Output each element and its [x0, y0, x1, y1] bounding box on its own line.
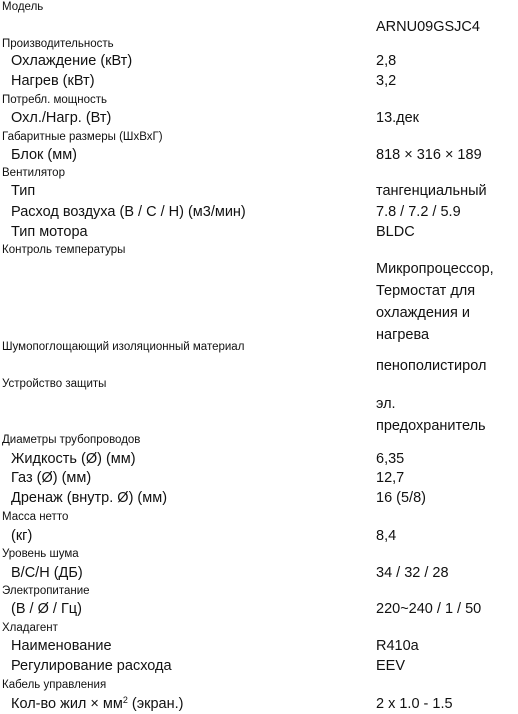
airflow-label: Расход воздуха (В / С / Н) (м3/мин) [11, 204, 246, 220]
cooling-label: Охлаждение (кВт) [11, 53, 133, 69]
section-header-net-weight: Масса нетто [2, 511, 69, 523]
section-header-control-cable: Кабель управления [2, 679, 107, 691]
control-cable-label [11, 696, 183, 713]
drain-pipe-value: 16 (5/8) [376, 490, 426, 506]
temperature-control-line: Микропроцессор, [376, 261, 494, 277]
temperature-control-line: охлаждения и [376, 305, 470, 321]
gas-pipe-value: 12,7 [376, 470, 405, 486]
protection-line: предохранитель [376, 418, 486, 434]
airflow-value: 7.8 / 7.2 / 5.9 [376, 204, 461, 220]
net-weight-label: (кг) [11, 528, 33, 544]
section-header-capacity: Производительность [2, 38, 114, 50]
heating-label: Нагрев (кВт) [11, 73, 95, 89]
dimensions-label: Блок (мм) [11, 147, 78, 163]
temperature-control-value [376, 258, 516, 346]
flow-control-label: Регулирование расхода [11, 658, 172, 674]
section-header-temperature-control: Контроль температуры [2, 244, 126, 256]
noise-label: В/С/Н (ДБ) [11, 565, 83, 581]
section-header-power-consumption: Потребл. мощность [2, 94, 108, 106]
flow-control-value: EEV [376, 658, 406, 674]
liquid-pipe-label: Жидкость (Ø) (мм) [11, 451, 136, 467]
power-consumption-label: Охл./Нагр. (Вт) [11, 110, 112, 126]
section-header-insulation: Шумопоглощающий изоляционный материал [2, 341, 245, 353]
noise-value: 34 / 32 / 28 [376, 565, 449, 581]
power-consumption-value: 13.дек [376, 110, 420, 126]
motor-label: Тип мотора [11, 224, 88, 240]
section-header-refrigerant: Хладагент [2, 622, 58, 634]
protection-value [376, 393, 516, 437]
control-cable-label-suffix: (экран.) [127, 696, 184, 712]
cooling-value: 2,8 [376, 53, 397, 69]
section-header-protection: Устройство защиты [2, 378, 107, 390]
control-cable-value: 2 x 1.0 - 1.5 [376, 696, 453, 712]
refrigerant-name-label: Наименование [11, 638, 112, 654]
gas-pipe-label: Газ (Ø) (мм) [11, 470, 92, 486]
temperature-control-line: нагрева [376, 327, 430, 343]
heating-value: 3,2 [376, 73, 397, 89]
model-value: ARNU09GSJC4 [376, 19, 480, 35]
control-cable-label-main: Кол-во жил × мм [11, 696, 123, 712]
motor-value: BLDC [376, 224, 415, 240]
dimensions-value: 818 × 316 × 189 [376, 147, 482, 163]
net-weight-value: 8,4 [376, 528, 397, 544]
fan-type-label: Тип [11, 183, 36, 199]
section-header-power-supply: Электропитание [2, 585, 90, 597]
drain-pipe-label: Дренаж (внутр. Ø) (мм) [11, 490, 168, 506]
protection-line: эл. [376, 396, 396, 412]
control-cable-label-superscript: 2 [122, 695, 128, 705]
insulation-value: пенополистирол [376, 358, 487, 374]
temperature-control-line: Термостат для [376, 283, 476, 299]
section-header-model: Модель [2, 1, 44, 13]
power-supply-value: 220~240 / 1 / 50 [376, 601, 482, 617]
liquid-pipe-value: 6,35 [376, 451, 405, 467]
section-header-pipes: Диаметры трубопроводов [2, 434, 141, 446]
fan-type-value: тангенциальный [376, 183, 487, 199]
section-header-fan: Вентилятор [2, 167, 65, 179]
section-header-dimensions: Габаритные размеры (ШхВхГ) [2, 131, 163, 143]
power-supply-label: (В / Ø / Гц) [11, 601, 82, 617]
refrigerant-name-value: R410a [376, 638, 419, 654]
section-header-noise: Уровень шума [2, 548, 79, 560]
